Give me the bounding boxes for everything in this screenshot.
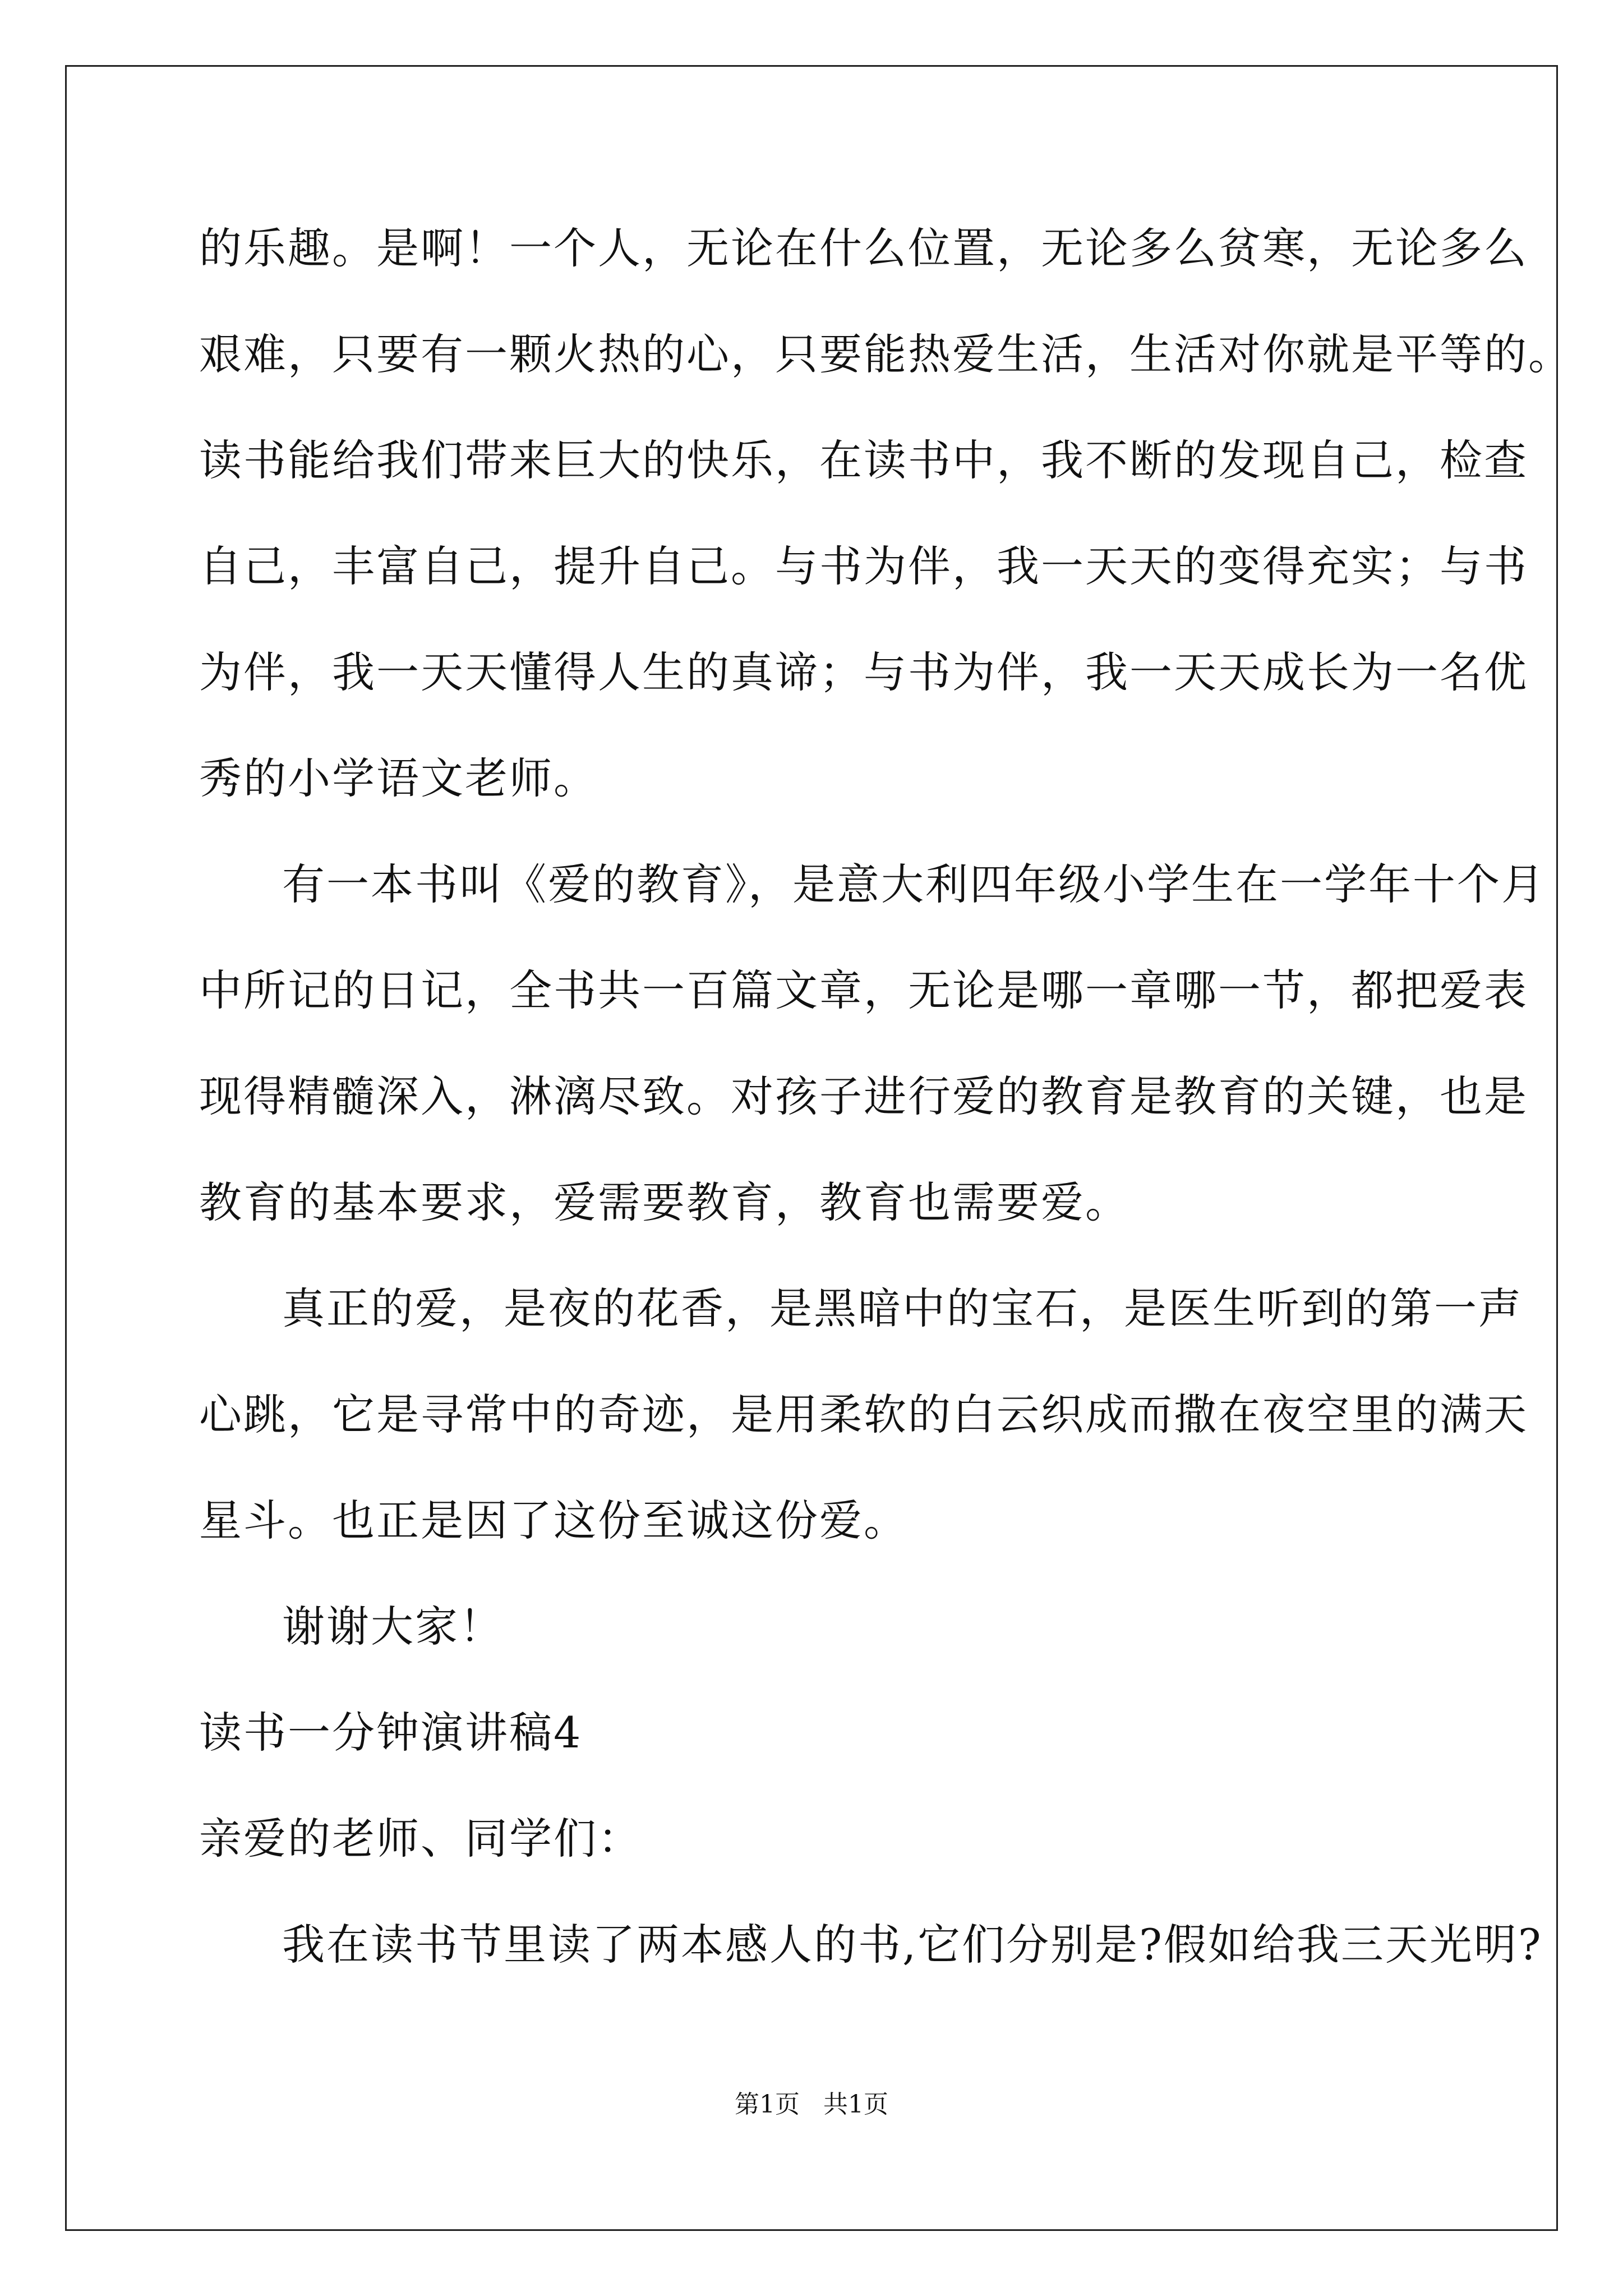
text-line: 秀的小学语文老师。 xyxy=(199,753,598,803)
paragraph-first-line: 真正的爱，是夜的花香，是黑暗中的宝石，是医生听到的第一声 xyxy=(282,1283,1523,1333)
text-line: 现得精髓深入，淋漓尽致。对孩子进行爱的教育是教育的关键，也是 xyxy=(199,1071,1528,1121)
text-line: 的乐趣。是啊！一个人，无论在什么位置，无论多么贫寒，无论多么 xyxy=(199,223,1528,273)
text-line: 自己，丰富自己，提升自己。与书为伴，我一天天的变得充实；与书 xyxy=(199,541,1528,591)
text-line: 为伴，我一天天懂得人生的真谛；与书为伴，我一天天成长为一名优 xyxy=(199,647,1528,697)
closing-thanks: 谢谢大家！ xyxy=(282,1602,504,1651)
page-border xyxy=(65,65,1558,2231)
text-line: 星斗。也正是因了这份至诚这份爱。 xyxy=(199,1496,908,1545)
text-line: 教育的基本要求，爱需要教育，教育也需要爱。 xyxy=(199,1177,1129,1227)
text-line: 读书能给我们带来巨大的快乐，在读书中，我不断的发现自己，检查 xyxy=(199,435,1528,485)
text-line: 艰难，只要有一颗火热的心，只要能热爱生活，生活对你就是平等的。 xyxy=(199,329,1573,379)
text-line: 心跳，它是寻常中的奇迹，是用柔软的白云织成而撒在夜空里的满天 xyxy=(199,1389,1528,1439)
paragraph-first-line: 我在读书节里读了两本感人的书,它们分别是?假如给我三天光明? xyxy=(282,1920,1543,1970)
text-line: 中所记的日记，全书共一百篇文章，无论是哪一章哪一节，都把爱表 xyxy=(199,965,1528,1015)
salutation: 亲爱的老师、同学们： xyxy=(199,1814,642,1864)
page-number-footer: 第1页 共1页 xyxy=(735,2090,888,2119)
paragraph-first-line: 有一本书叫《爱的教育》，是意大利四年级小学生在一学年十个月 xyxy=(282,859,1546,909)
section-heading: 读书一分钟演讲稿4 xyxy=(199,1708,583,1757)
